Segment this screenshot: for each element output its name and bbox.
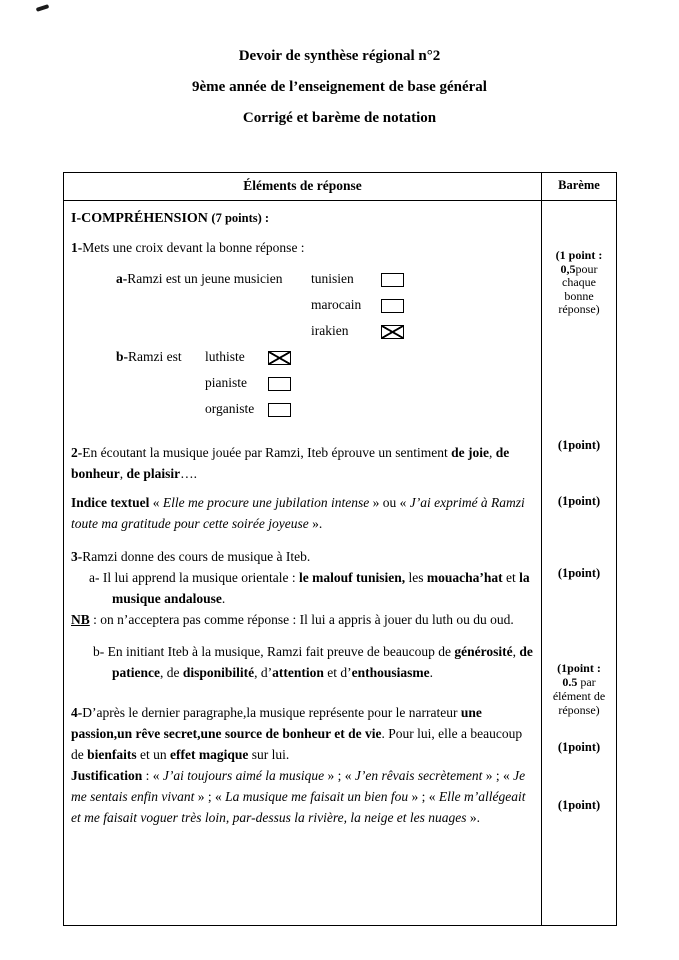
section-points: (7 points) : bbox=[211, 211, 270, 225]
question-2 bbox=[71, 442, 535, 484]
q1b-label bbox=[116, 349, 182, 365]
q3a-answer-malouf: le malouf tunisien, bbox=[298, 570, 406, 585]
indice-close-quote: ». bbox=[308, 516, 323, 531]
q1b-option-pianiste: pianiste bbox=[205, 375, 247, 390]
just-quote-5: Elle m’allégeait et me faisait voguer très loin, par-dessus la rivière, la neige et les nuages bbox=[71, 789, 526, 825]
document-title-line1: Devoir de synthèse régional n°2 bbox=[238, 48, 441, 64]
q2-sep1: , bbox=[489, 445, 496, 460]
bareme-q3b-par: par bbox=[577, 675, 596, 689]
q1a-option-irakien: irakien bbox=[311, 323, 349, 338]
question-3 bbox=[71, 546, 535, 567]
q1b-letter: b- bbox=[116, 349, 129, 364]
just-quote-4: La musique me faisait un bien fou bbox=[225, 789, 409, 804]
q2-answer-bonheur: de bonheur bbox=[71, 445, 510, 481]
q3a-answer-andalouse: la musique andalouse bbox=[112, 570, 530, 606]
bareme-q3b-line3: élément de bbox=[552, 689, 606, 703]
q4-text4: sur lui. bbox=[248, 747, 290, 762]
indice-or: » ou « bbox=[369, 495, 410, 510]
q1a-letter: a- bbox=[116, 271, 128, 286]
just-quote-3: Je me sentais enfin vivant bbox=[71, 768, 526, 804]
q1b-option-luthiste: luthiste bbox=[205, 349, 245, 364]
q1a-label bbox=[116, 271, 282, 287]
bareme-q1-line2 bbox=[542, 263, 616, 277]
just-sep5: » ; « bbox=[408, 789, 439, 804]
bareme-q1-line3: chaque bbox=[562, 275, 596, 289]
question-4-number: 4- bbox=[71, 705, 83, 720]
bareme-note-q3a: (1point) bbox=[557, 566, 601, 580]
nb-label: NB bbox=[71, 612, 90, 627]
q3a-period: . bbox=[221, 591, 226, 606]
just-sep2: » ; « bbox=[324, 768, 355, 783]
question-4 bbox=[71, 702, 535, 765]
nb-text: : on n’acceptera pas comme réponse : Il lui a appris à jouer du luth ou du oud. bbox=[89, 612, 514, 627]
q4-text1: D’après le dernier paragraphe,la musique représente pour le narrateur bbox=[82, 705, 461, 720]
justification bbox=[71, 765, 535, 828]
document-header bbox=[0, 49, 679, 142]
q2-sep2: , bbox=[119, 466, 127, 481]
bareme-note-q3b bbox=[542, 661, 616, 717]
q2-answer-joie: de joie bbox=[451, 445, 490, 460]
q1b-row-luthiste bbox=[71, 346, 535, 372]
table-body bbox=[64, 201, 616, 925]
document-title-line3: Corrigé et barème de notation bbox=[242, 110, 437, 126]
q1a-row-marocain bbox=[71, 294, 535, 320]
q1a-row-tunisien bbox=[71, 268, 535, 294]
answers-cell bbox=[64, 201, 542, 925]
q2-text: En écoutant la musique jouée par Ramzi, Iteb éprouve un sentiment bbox=[82, 445, 452, 460]
bareme-note-q4: (1point) bbox=[557, 740, 601, 754]
q3b-period: . bbox=[429, 665, 434, 680]
q1a-option-marocain: marocain bbox=[311, 297, 362, 312]
bareme-cell bbox=[542, 201, 616, 925]
indice-open-quote: « bbox=[149, 495, 163, 510]
question-2-number: 2- bbox=[71, 445, 83, 460]
q3a-answer-mouachahat: mouacha’hat bbox=[426, 570, 503, 585]
indice-textuel bbox=[71, 492, 535, 534]
checkbox-tunisien bbox=[381, 273, 404, 287]
question-1 bbox=[71, 237, 535, 258]
q2-answer-plaisir: de plaisir bbox=[126, 466, 181, 481]
q3b-answer-patience: de patience bbox=[112, 644, 533, 680]
bareme-q1-line5: réponse) bbox=[558, 302, 600, 316]
nb-note bbox=[71, 609, 535, 630]
q1b-stem: Ramzi est bbox=[128, 349, 182, 364]
column-header-elements: Éléments de réponse bbox=[64, 173, 542, 200]
q1b-row-organiste bbox=[71, 398, 535, 424]
checkbox-pianiste bbox=[268, 377, 291, 391]
bareme-q3b-line4: réponse) bbox=[558, 703, 600, 717]
q3a-sep1: les bbox=[405, 570, 427, 585]
section-comprehension-heading bbox=[71, 207, 535, 229]
checkbox-irakien-checked-icon bbox=[381, 325, 404, 339]
question-1-text: Mets une croix devant la bonne réponse : bbox=[82, 240, 305, 255]
scan-mark bbox=[36, 4, 50, 12]
q1a-stem: Ramzi est un jeune musicien bbox=[127, 271, 283, 286]
q4-answer-bienfaits: bienfaits bbox=[87, 747, 137, 762]
indice-quote-1: Elle me procure une jubilation intense bbox=[162, 495, 370, 510]
q3b-text: En initiant Iteb à la musique, Ramzi fait preuve de beaucoup de bbox=[104, 644, 455, 659]
document-title-line2: 9ème année de l’enseignement de base général bbox=[192, 79, 487, 95]
indice-quote-2: J’ai exprimé à Ramzi toute ma gratitude pour cette soirée joyeuse bbox=[71, 495, 525, 531]
q4-text2: . Pour lui, elle a beaucoup de bbox=[71, 726, 523, 762]
q1b-option-organiste: organiste bbox=[205, 401, 255, 416]
bareme-q3b-value: 0.5 bbox=[562, 675, 578, 689]
question-3-text: Ramzi donne des cours de musique à Iteb. bbox=[82, 549, 311, 564]
bareme-q1-line4: bonne bbox=[564, 288, 594, 303]
q3b-sep2: , de bbox=[160, 665, 183, 680]
bareme-note-justification: (1point) bbox=[557, 798, 601, 812]
q3b-letter: b- bbox=[93, 644, 105, 659]
q3b-sep3: , d’ bbox=[254, 665, 273, 680]
bareme-note-indice: (1point) bbox=[557, 494, 601, 508]
q3b-sep4: et d’ bbox=[323, 665, 352, 680]
q3b-sep1: , bbox=[512, 644, 520, 659]
q1b-row-pianiste bbox=[71, 372, 535, 398]
just-quote-1: J’ai toujours aimé la musique bbox=[162, 768, 325, 783]
question-3a bbox=[71, 567, 535, 609]
bareme-note-q1 bbox=[542, 249, 616, 317]
section-title: I-COMPRÉHENSION bbox=[71, 211, 212, 226]
just-sep3: » ; « bbox=[482, 768, 514, 783]
q1a-row-irakien bbox=[71, 320, 535, 346]
q4-answer-passion: une passion,un rêve secret,une source de bonheur et de vie bbox=[71, 705, 482, 741]
q3a-letter: a- bbox=[89, 570, 100, 585]
question-3-number: 3- bbox=[71, 549, 83, 564]
just-quote-2: J’en rêvais secrètement bbox=[354, 768, 483, 783]
q4-text3: et un bbox=[136, 747, 171, 762]
just-sep1: : « bbox=[142, 768, 163, 783]
q2-ellipsis: …. bbox=[180, 466, 198, 481]
q3a-text: Il lui apprend la musique orientale : bbox=[99, 570, 299, 585]
bareme-q3b-line2 bbox=[542, 675, 616, 689]
checkbox-luthiste-checked-icon bbox=[268, 351, 291, 365]
q3b-answer-attention: attention bbox=[272, 665, 324, 680]
question-3b bbox=[71, 641, 535, 683]
bareme-q1-pour: pour bbox=[575, 261, 598, 276]
bareme-note-q2: (1point) bbox=[557, 438, 601, 452]
bareme-q1-line1: (1 point : bbox=[555, 248, 603, 262]
bareme-q3b-line1: (1point : bbox=[557, 661, 601, 675]
q3b-answer-generosite: générosité bbox=[454, 644, 513, 659]
q3b-answer-disponibilite: disponibilité bbox=[182, 665, 255, 680]
q3b-answer-enthousiasme: enthousiasme bbox=[351, 665, 430, 680]
just-sep6: ». bbox=[466, 810, 481, 825]
bareme-q1-value: 0,5 bbox=[560, 261, 576, 276]
justification-label: Justification bbox=[71, 768, 143, 783]
column-header-bareme: Barème bbox=[558, 178, 600, 192]
indice-label: Indice textuel bbox=[71, 495, 150, 510]
table-header-row bbox=[64, 173, 616, 201]
checkbox-organiste bbox=[268, 403, 291, 417]
q1a-option-tunisien: tunisien bbox=[311, 271, 354, 286]
q3a-sep2: et bbox=[502, 570, 520, 585]
just-sep4: » ; « bbox=[194, 789, 226, 804]
checkbox-marocain bbox=[381, 299, 404, 313]
answer-table bbox=[63, 172, 617, 926]
question-1-number: 1- bbox=[71, 240, 83, 255]
q4-answer-effet-magique: effet magique bbox=[170, 747, 249, 762]
